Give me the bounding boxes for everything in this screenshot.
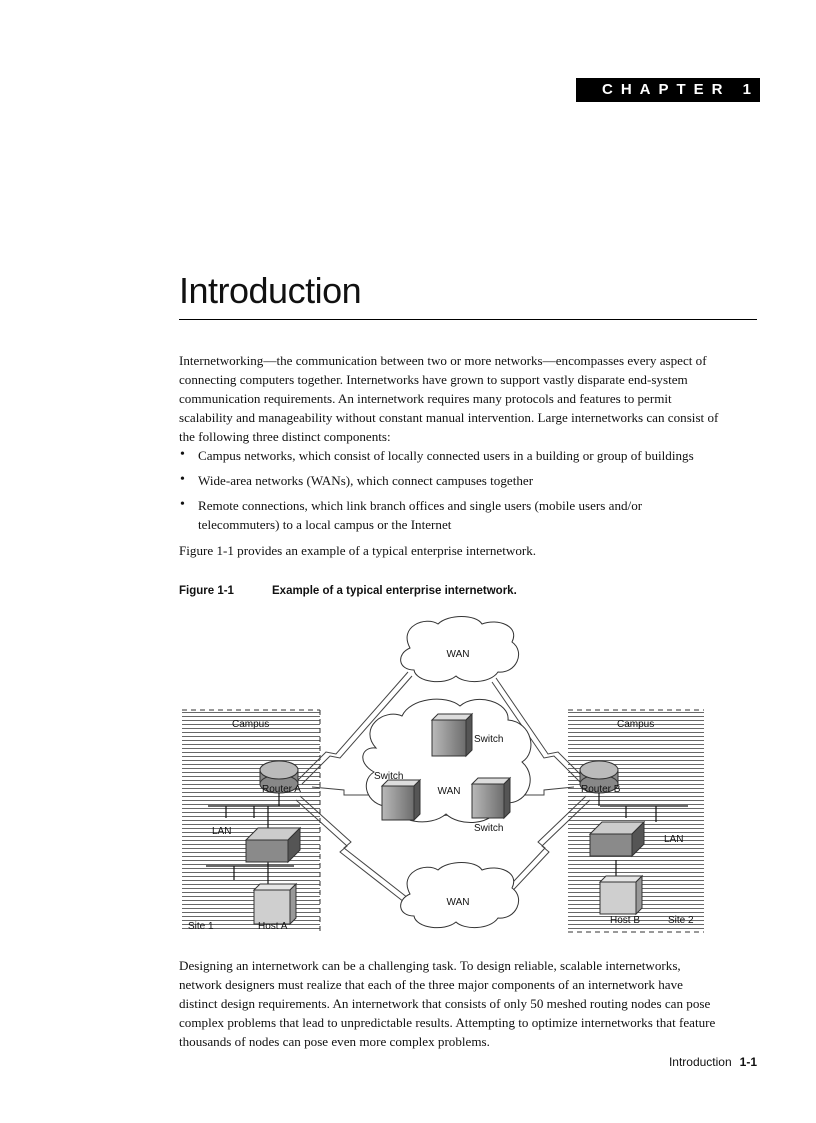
wan-bottom-label: WAN [446, 897, 470, 908]
wan-center-label: WAN [437, 786, 461, 797]
lan-right-label: LAN [664, 834, 684, 845]
site-2-label: Site 2 [668, 915, 694, 926]
switch-top-icon [432, 714, 472, 756]
bullet-icon: • [180, 497, 185, 512]
lan-switch-left-icon [246, 828, 300, 862]
bullet-icon: • [180, 472, 185, 487]
figure-reference-paragraph: Figure 1-1 provides an example of a typical enterprise internetwork. [179, 543, 537, 558]
switch-top-label: Switch [474, 734, 504, 745]
page-footer [560, 1055, 757, 1069]
list-item-text: Campus networks, which consist of locally connected users in a building or group of buildings [198, 448, 694, 463]
wan-top-label: WAN [446, 649, 470, 660]
wan-cloud-bottom [401, 863, 519, 928]
router-a-label: Router A [262, 784, 301, 795]
host-b-label: Host B [610, 915, 641, 926]
campus-left-label: Campus [232, 719, 270, 730]
network-diagram [176, 612, 710, 942]
switch-right-label: Switch [474, 823, 504, 834]
chapter-label: CHAPTER 1 [576, 78, 760, 102]
title-divider [179, 319, 757, 320]
list-item [179, 446, 719, 465]
figure-caption-text: Example of a typical enterprise internetwork. [272, 585, 517, 597]
footer-section: Introduction [668, 1055, 732, 1069]
campus-left-region [182, 710, 320, 932]
switch-right-icon [472, 778, 510, 818]
intro-paragraph: Internetworking—the communication between two or more networks—encompasses every aspect of connecting computers together. Internetworks have grown to support vastly disparate end-system communication requirements. An internetwork requires many protocols and features to permit scalability and manageability without constant manual intervention. Large internetworks can consist of the following three distinct components: [179, 353, 719, 444]
lan-switch-right-icon [590, 822, 644, 856]
list-item [179, 496, 719, 534]
list-item-text: Wide-area networks (WANs), which connect campuses together [198, 473, 534, 488]
host-b-icon [600, 876, 642, 914]
lan-left-label: LAN [212, 826, 232, 837]
list-item-text: Remote connections, which link branch offices and single users (mobile users and/or telecommuters) to a local campus or the Internet [198, 498, 643, 532]
host-a-icon [254, 884, 296, 924]
page-title: Introduction [179, 270, 362, 311]
site-1-label: Site 1 [188, 921, 214, 932]
host-a-label: Host A [258, 921, 288, 932]
figure-label: Figure 1-1 [179, 585, 234, 597]
component-list [179, 446, 719, 540]
campus-right-label: Campus [617, 719, 655, 730]
closing-paragraph: Designing an internetwork can be a challenging task. To design reliable, scalable internetworks, network designers must realize that each of the three major components of an internetwork have distinct design requirements. An internetwork that consists of only 50 meshed routing nodes can pose complex problems that lead to unpredictable results. Attempting to optimize internetworks that feature thousands of nodes can pose even more complex problems. [179, 958, 716, 1049]
switch-left-label: Switch [374, 771, 404, 782]
figure-caption [179, 585, 517, 597]
router-b-label: Router B [581, 784, 621, 795]
list-item [179, 471, 719, 490]
page-number: 1-1 [739, 1055, 757, 1069]
bullet-icon: • [180, 447, 185, 462]
switch-left-icon [382, 780, 420, 820]
